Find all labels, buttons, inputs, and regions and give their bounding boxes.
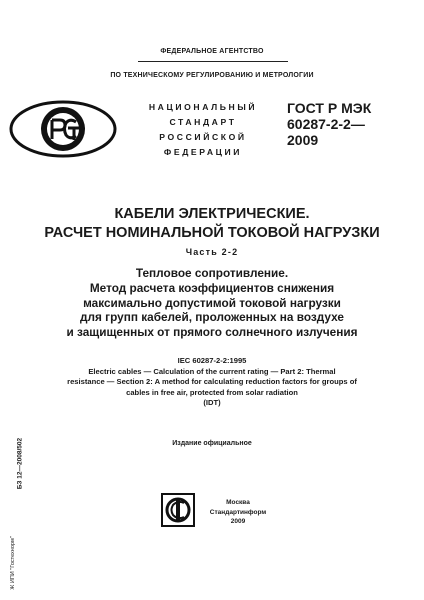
agency-line-2: ПО ТЕХНИЧЕСКОМУ РЕГУЛИРОВАНИЮ И МЕТРОЛОГИИ	[110, 72, 314, 79]
subtitle-line-5: и защищенных от прямого солнечного излучения	[66, 325, 358, 340]
document-title	[0, 205, 424, 243]
designation-line-2: 60287-2-2—	[287, 116, 365, 132]
gost-logo	[8, 100, 118, 158]
title-line-1: КАБЕЛИ ЭЛЕКТРИЧЕСКИЕ.	[114, 206, 310, 222]
standard-designation	[287, 100, 371, 148]
part-number: Часть 2-2	[185, 247, 239, 257]
publisher-info	[208, 498, 268, 527]
national-standard-line-2: СТАНДАРТ	[169, 117, 237, 127]
english-title	[0, 356, 424, 409]
national-standard	[128, 100, 278, 160]
agency-divider	[138, 61, 288, 62]
subtitle-line-2: Метод расчета коэффициентов снижения	[89, 280, 335, 295]
publisher-name: Стандартинформ	[209, 508, 267, 516]
agency-line-1: ФЕДЕРАЛЬНОЕ АГЕНТСТВО	[160, 48, 264, 55]
title-line-2: РАСЧЕТ НОМИНАЛЬНОЙ ТОКОВОЙ НАГРУЗКИ	[44, 225, 380, 241]
subtitle-line-4: для групп кабелей, проложенных на воздухе	[80, 310, 344, 325]
iec-reference: IEC 60287-2-2:1995	[177, 356, 247, 365]
document-subtitle	[0, 266, 424, 340]
designation-line-3: 2009	[287, 132, 319, 148]
national-standard-line-4: ФЕДЕРАЦИИ	[163, 147, 243, 157]
english-line-1: Electric cables — Calculation of the current rating — Part 2: Thermal	[88, 366, 336, 376]
edition-label: Издание официальное	[172, 440, 252, 447]
subtitle-line-1: Тепловое сопротивление.	[135, 266, 289, 280]
subtitle-line-3: максимально допустимой токовой нагрузки	[83, 295, 341, 310]
side-code: БЗ 12—2008/502	[16, 437, 24, 490]
side-mark: Ж ИПИ "Гостехнорм"	[10, 536, 16, 590]
english-line-2: resistance — Section 2: A method for calculating reduction factors for groups of	[67, 377, 357, 387]
publisher-logo	[160, 492, 196, 528]
english-line-3: cables in free air, protected from solar radiation	[126, 387, 298, 397]
publisher-city: Москва	[226, 499, 250, 506]
designation-line-1: ГОСТ Р МЭК	[287, 100, 372, 116]
english-line-4: (IDT)	[203, 398, 221, 408]
national-standard-line-3: РОССИЙСКОЙ	[159, 132, 247, 142]
national-standard-line-1: НАЦИОНАЛЬНЫЙ	[148, 102, 258, 112]
publisher-year: 2009	[230, 518, 246, 525]
